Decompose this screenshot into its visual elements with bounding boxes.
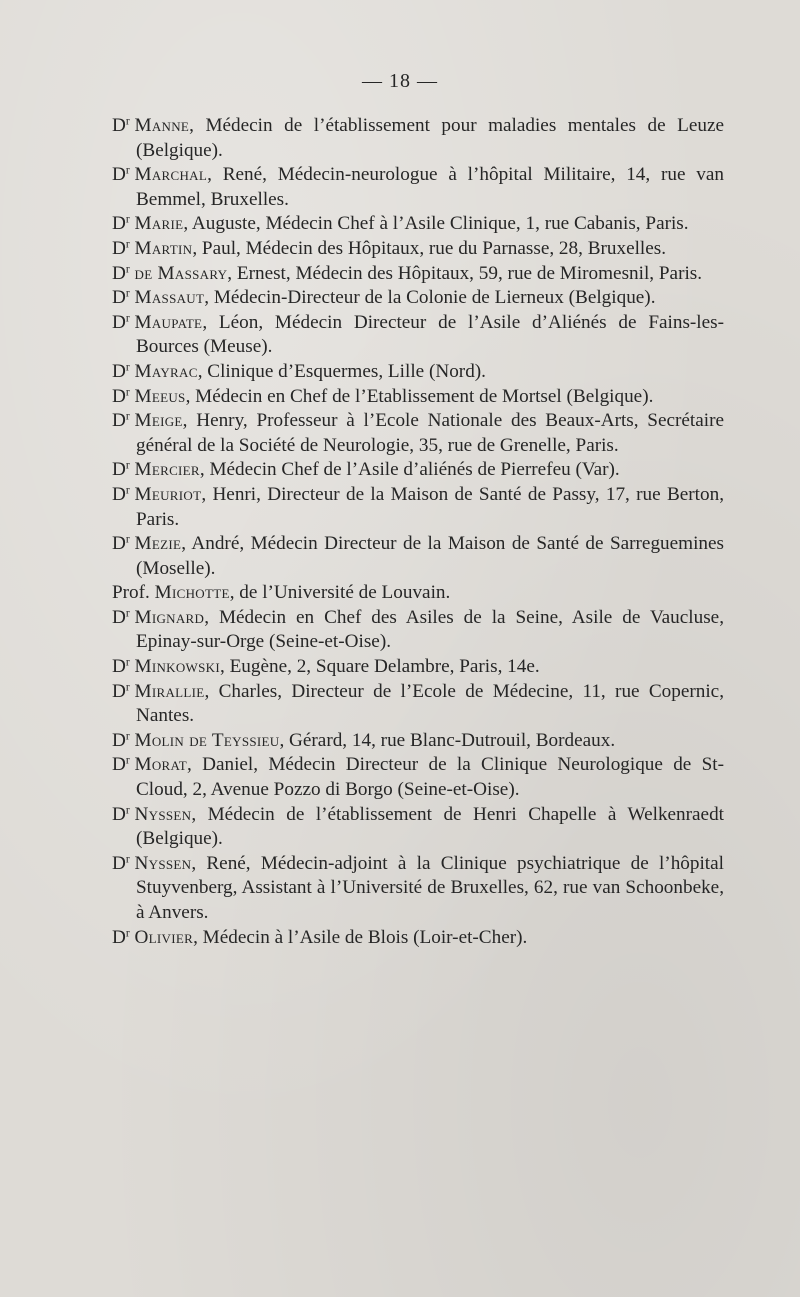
entry-title: D [112,385,126,407]
entry-title: D [112,410,126,432]
entry-title: D [112,852,126,874]
entry-name: Meeus [134,385,186,407]
entry-name: Mayrac [134,360,198,382]
entry-name: de Massary [134,262,228,284]
list-item [112,852,724,926]
entry-details: , Médecin-Directeur de la Colonie de Lierneux (Belgique). [204,287,656,309]
entry-name: Mezie [134,533,182,555]
entry-details: , Médecin de l’établissement de Henri Chapelle à Welkenraedt (Belgique). [136,803,724,850]
entry-details: , Médecin en Chef des Asiles de la Seine, Asile de Vaucluse, Epinay-sur-Orge (Seine-et-Oise). [136,606,724,653]
entry-title-superscript: r [125,804,130,817]
list-item [112,655,724,680]
list-item [112,409,724,458]
entry-title: D [112,483,126,505]
list-item [112,212,724,237]
list-item [112,286,724,311]
entry-title: D [112,754,126,776]
entry-title-superscript: r [125,730,130,743]
list-item [112,581,724,606]
entry-title-superscript: r [125,607,130,620]
entry-name: Molin de Teyssieu [134,729,280,751]
entry-name: Maupate [134,311,203,333]
list-item [112,753,724,802]
entry-details: , Eugène, 2, Square Delambre, Paris, 14e. [219,656,540,678]
entry-title: D [112,656,126,678]
entry-name: Mirallie [134,680,205,702]
entry-title: D [112,287,126,309]
entry-details: , de l’Université de Louvain. [229,582,451,604]
entry-name: Morat [134,754,188,776]
entry-title-superscript: r [125,263,130,276]
entry-details: , Médecin Chef de l’Asile d’aliénés de Pierrefeu (Var). [199,459,620,481]
entry-details: , Charles, Directeur de l’Ecole de Médecine, 11, rue Copernic, Nantes. [136,680,724,727]
entry-details: , René, Médecin-adjoint à la Clinique psychiatrique de l’hôpital Stuyvenberg, Assistant à l’Université de Bruxelles, 62, rue van Schoonbeke, à Anvers. [136,852,724,923]
entry-details: , Paul, Médecin des Hôpitaux, rue du Parnasse, 28, Bruxelles. [192,237,667,259]
entry-name: Nyssen [134,803,192,825]
entry-name: Marie [134,213,184,235]
entry-title: D [112,729,126,751]
entry-name: Michotte [154,582,230,604]
entry-title-superscript: r [125,115,130,128]
entry-title-superscript: r [125,361,130,374]
entry-details: , Henry, Professeur à l’Ecole Nationale des Beaux-Arts, Secrétaire général de la Société de Neurologie, 35, rue de Grenelle, Paris. [136,410,724,456]
entry-title: D [112,311,126,333]
entry-title-superscript: r [125,238,130,251]
entry-name: Olivier [134,926,194,948]
list-item [112,532,724,581]
entry-title-superscript: r [125,386,130,399]
list-item [112,262,724,287]
entry-title-superscript: r [125,927,130,940]
list-item [112,163,724,212]
entry-title-superscript: r [125,214,130,227]
entry-title: D [112,606,126,628]
entry-title-superscript: r [125,484,130,497]
entry-title: D [112,262,126,284]
entry-title-superscript: r [125,410,130,423]
entry-title: D [112,164,126,186]
entry-name: Mignard [134,606,205,628]
list-item [112,311,724,360]
entry-title: D [112,360,126,382]
list-item [112,926,724,951]
entry-details: , René, Médecin-neurologue à l’hôpital Militaire, 14, rue van Bemmel, Bruxelles. [136,164,724,210]
entry-title: D [112,459,126,481]
entry-details: , Ernest, Médecin des Hôpitaux, 59, rue de Miromesnil, Paris. [227,262,703,284]
entry-title-superscript: r [125,164,130,177]
entry-title: D [112,533,126,555]
entry-title: D [112,213,126,235]
entry-name: Martin [134,237,193,259]
list-item [112,803,724,852]
list-item [112,360,724,385]
entry-details: , Médecin de l’établissement pour maladies mentales de Leuze (Belgique). [136,115,724,161]
entry-details: , Henri, Directeur de la Maison de Santé de Passy, 17, rue Berton, Paris. [136,483,724,530]
entry-details: , Daniel, Médecin Directeur de la Clinique Neurologique de St-Cloud, 2, Avenue Pozzo di Borgo (Seine-et-Oise). [136,754,724,801]
list-item [112,237,724,262]
entry-name: Manne [134,115,190,136]
list-item [112,680,724,729]
entry-details: , Léon, Médecin Directeur de l’Asile d’Aliénés de Fains-les-Bources (Meuse). [136,311,724,358]
list-item [112,458,724,483]
entry-title-superscript: r [125,681,130,694]
entry-name: Meige [134,410,183,432]
entry-name: Massaut [134,287,205,309]
entry-details: , Auguste, Médecin Chef à l’Asile Clinique, 1, rue Cabanis, Paris. [183,213,689,235]
entry-title: D [112,680,126,702]
entry-name: Marchal [134,164,208,186]
entry-title-superscript: r [125,755,130,768]
page-number: — 18 — [362,70,438,92]
list-item [112,729,724,754]
entry-details: , Clinique d’Esquermes, Lille (Nord). [197,360,486,382]
entry-title-superscript: r [125,287,130,300]
entry-title: D [112,115,126,136]
list-item [112,114,724,163]
entry-details: , André, Médecin Directeur de la Maison de Santé de Sarreguemines (Moselle). [136,533,724,579]
entry-title: D [112,926,126,948]
entry-details: , Médecin à l’Asile de Blois (Loir-et-Cher). [193,926,528,948]
entry-title-superscript: r [125,533,130,546]
entry-title: Prof. [112,582,150,604]
entry-title-superscript: r [125,459,130,472]
entry-title-superscript: r [125,312,130,325]
entry-title: D [112,803,126,825]
entry-name: Mercier [134,459,200,481]
entry-title-superscript: r [125,656,130,669]
entry-name: Minkowski [134,656,220,678]
entry-title: D [112,237,126,259]
entry-details: , Gérard, 14, rue Blanc-Dutrouil, Bordeaux. [279,729,616,751]
entry-title-superscript: r [125,853,130,866]
entry-name: Meuriot [134,483,202,505]
list-item [112,385,724,410]
entry-name: Nyssen [134,852,192,874]
member-list [112,114,724,950]
list-item [112,606,724,655]
entry-details: , Médecin en Chef de l’Etablissement de Mortsel (Belgique). [185,385,654,407]
list-item [112,483,724,532]
